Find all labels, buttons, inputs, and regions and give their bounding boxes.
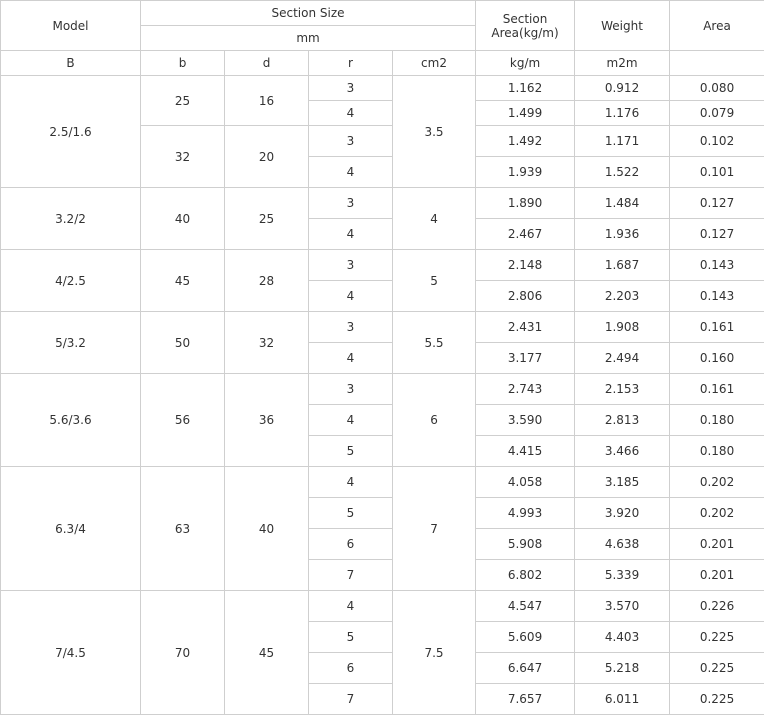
cell-area: 0.127	[670, 188, 764, 219]
cell-section-area: 3.177	[476, 343, 575, 374]
cell-section-area: 3.590	[476, 405, 575, 436]
cell-section-area: 2.431	[476, 312, 575, 343]
cell-d: 5	[309, 622, 393, 653]
cell-b: 16	[225, 76, 309, 126]
table-row	[1, 312, 764, 343]
cell-area: 0.202	[670, 498, 764, 529]
cell-d: 3	[309, 250, 393, 281]
cell-section-area: 6.647	[476, 653, 575, 684]
header-section-area-line2: Area(kg/m)	[491, 25, 559, 40]
cell-section-area: 6.802	[476, 560, 575, 591]
cell-section-area: 1.492	[476, 126, 575, 157]
cell-r: 7	[393, 467, 476, 591]
cell-area: 0.225	[670, 622, 764, 653]
cell-r: 5	[393, 250, 476, 312]
cell-model: 4/2.5	[1, 250, 141, 312]
cell-area: 0.079	[670, 101, 764, 126]
table-row	[1, 467, 764, 498]
cell-area: 0.161	[670, 312, 764, 343]
cell-area: 0.160	[670, 343, 764, 374]
cell-model: 2.5/1.6	[1, 76, 141, 188]
cell-weight: 3.570	[575, 591, 670, 622]
cell-area: 0.201	[670, 529, 764, 560]
table-row	[1, 76, 764, 101]
cell-weight: 2.494	[575, 343, 670, 374]
cell-b: 28	[225, 250, 309, 312]
cell-weight: 1.484	[575, 188, 670, 219]
cell-section-area: 4.547	[476, 591, 575, 622]
cell-weight: 3.466	[575, 436, 670, 467]
table-row	[1, 188, 764, 219]
cell-r: 7.5	[393, 591, 476, 715]
cell-area: 0.102	[670, 126, 764, 157]
subheader-cm2: cm2	[393, 51, 476, 76]
cell-section-area: 1.162	[476, 76, 575, 101]
cell-r: 4	[393, 188, 476, 250]
cell-section-area: 4.993	[476, 498, 575, 529]
cell-weight: 4.403	[575, 622, 670, 653]
cell-B: 50	[141, 312, 225, 374]
header-area: Area	[670, 1, 764, 51]
cell-area: 0.080	[670, 76, 764, 101]
cell-B: 32	[141, 126, 225, 188]
cell-section-area: 5.609	[476, 622, 575, 653]
cell-weight: 6.011	[575, 684, 670, 715]
cell-B: 40	[141, 188, 225, 250]
cell-model: 5.6/3.6	[1, 374, 141, 467]
cell-weight: 0.912	[575, 76, 670, 101]
header-section-area	[476, 1, 575, 51]
cell-weight: 2.153	[575, 374, 670, 405]
cell-B: 25	[141, 76, 225, 126]
cell-section-area: 2.743	[476, 374, 575, 405]
table-row	[1, 591, 764, 622]
cell-weight: 2.813	[575, 405, 670, 436]
header-section-size: Section Size	[141, 1, 476, 26]
cell-b: 20	[225, 126, 309, 188]
cell-area: 0.226	[670, 591, 764, 622]
subheader-kg-per-m: kg/m	[476, 51, 575, 76]
table-row	[1, 374, 764, 405]
cell-d: 3	[309, 374, 393, 405]
cell-section-area: 1.939	[476, 157, 575, 188]
table-body	[1, 76, 764, 715]
subheader-b: b	[141, 51, 225, 76]
cell-section-area: 2.806	[476, 281, 575, 312]
subheader-m2m: m2m	[575, 51, 670, 76]
cell-b: 32	[225, 312, 309, 374]
cell-weight: 3.185	[575, 467, 670, 498]
cell-weight: 1.936	[575, 219, 670, 250]
cell-d: 6	[309, 529, 393, 560]
cell-model: 5/3.2	[1, 312, 141, 374]
cell-r: 3.5	[393, 76, 476, 188]
subheader-r: r	[309, 51, 393, 76]
cell-d: 5	[309, 436, 393, 467]
cell-area: 0.143	[670, 281, 764, 312]
cell-r: 5.5	[393, 312, 476, 374]
cell-d: 3	[309, 188, 393, 219]
cell-d: 7	[309, 684, 393, 715]
cell-model: 6.3/4	[1, 467, 141, 591]
cell-area: 0.225	[670, 653, 764, 684]
cell-weight: 4.638	[575, 529, 670, 560]
subheader-B: B	[1, 51, 141, 76]
cell-weight: 5.339	[575, 560, 670, 591]
cell-weight: 1.687	[575, 250, 670, 281]
cell-B: 56	[141, 374, 225, 467]
cell-area: 0.161	[670, 374, 764, 405]
header-section-size-unit: mm	[141, 26, 476, 51]
cell-model: 3.2/2	[1, 188, 141, 250]
cell-d: 3	[309, 312, 393, 343]
cell-section-area: 5.908	[476, 529, 575, 560]
cell-section-area: 1.499	[476, 101, 575, 126]
cell-section-area: 7.657	[476, 684, 575, 715]
cell-weight: 3.920	[575, 498, 670, 529]
cell-model: 7/4.5	[1, 591, 141, 715]
cell-r: 6	[393, 374, 476, 467]
cell-area: 0.101	[670, 157, 764, 188]
cell-weight: 1.176	[575, 101, 670, 126]
cell-d: 3	[309, 76, 393, 101]
cell-weight: 2.203	[575, 281, 670, 312]
cell-b: 36	[225, 374, 309, 467]
cell-B: 70	[141, 591, 225, 715]
cell-section-area: 1.890	[476, 188, 575, 219]
cell-b: 40	[225, 467, 309, 591]
cell-area: 0.143	[670, 250, 764, 281]
header-section-area-line1: Section	[502, 11, 548, 26]
cell-b: 25	[225, 188, 309, 250]
table-row	[1, 250, 764, 281]
cell-section-area: 2.467	[476, 219, 575, 250]
cell-d: 3	[309, 126, 393, 157]
cell-d: 4	[309, 219, 393, 250]
cell-area: 0.225	[670, 684, 764, 715]
cell-B: 63	[141, 467, 225, 591]
cell-d: 4	[309, 591, 393, 622]
subheader-d: d	[225, 51, 309, 76]
cell-area: 0.202	[670, 467, 764, 498]
cell-d: 6	[309, 653, 393, 684]
header-weight: Weight	[575, 1, 670, 51]
cell-d: 4	[309, 343, 393, 374]
cell-area: 0.180	[670, 405, 764, 436]
cell-section-area: 4.058	[476, 467, 575, 498]
cell-B: 45	[141, 250, 225, 312]
cell-area: 0.127	[670, 219, 764, 250]
cell-b: 45	[225, 591, 309, 715]
cell-section-area: 2.148	[476, 250, 575, 281]
cell-d: 4	[309, 101, 393, 126]
cell-d: 4	[309, 405, 393, 436]
cell-area: 0.180	[670, 436, 764, 467]
cell-area: 0.201	[670, 560, 764, 591]
cell-d: 7	[309, 560, 393, 591]
cell-section-area: 4.415	[476, 436, 575, 467]
cell-weight: 1.908	[575, 312, 670, 343]
header-model: Model	[1, 1, 141, 51]
cell-d: 5	[309, 498, 393, 529]
cell-d: 4	[309, 157, 393, 188]
cell-weight: 1.522	[575, 157, 670, 188]
cell-weight: 5.218	[575, 653, 670, 684]
cell-d: 4	[309, 281, 393, 312]
cell-d: 4	[309, 467, 393, 498]
cell-weight: 1.171	[575, 126, 670, 157]
